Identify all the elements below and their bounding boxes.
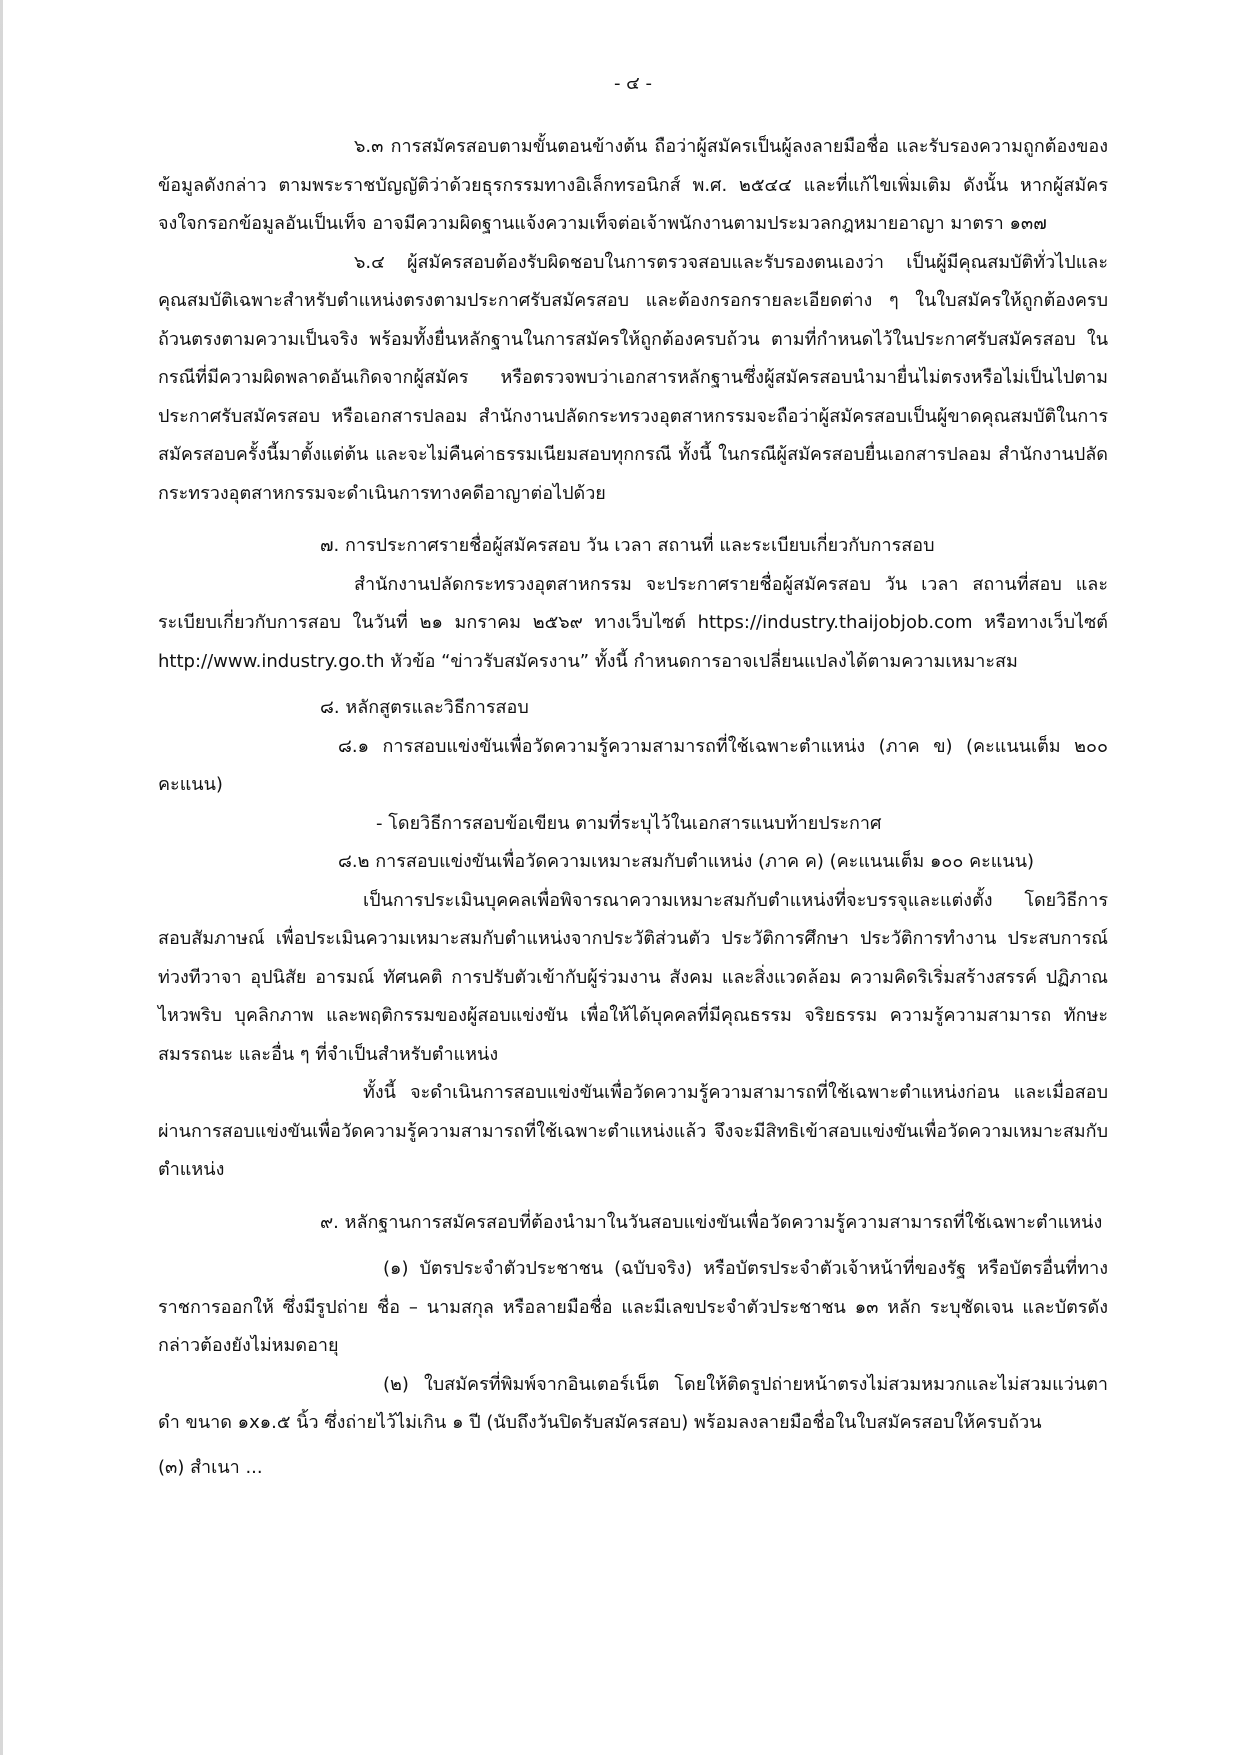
continuation-marker: (๓) สำเนา ... — [158, 1456, 263, 1478]
section-8-2: ๘.๒ การสอบแข่งขันเพื่อวัดความเหมาะสมกับตำแหน่ง (ภาค ค) (คะแนนเต็ม ๑๐๐ คะแนน) — [338, 851, 1035, 872]
section-9-item-1: (๑) บัตรประจำตัวประชาชน (ฉบับจริง) หรือบัตรประจำตัวเจ้าหน้าที่ของรัฐ หรือบัตรอื่นที่ทางราชการออกให้ ซึ่งมีรูปถ่าย ชื่อ – นามสกุล หรือลายมือชื่อ และมีเลขประจำตัวประชาชน ๑๓ หลัก ระบุชัดเจน และบัตรดังกล่าวต้องยังไม่หมดอายุ — [158, 1258, 1108, 1356]
section-7-body: สำนักงานปลัดกระทรวงอุตสาหกรรม จะประกาศรายชื่อผู้สมัครสอบ วัน เวลา สถานที่สอบ และระเบียบเกี่ยวกับการสอบ ในวันที่ ๒๑ มกราคม ๒๕๖๙ ทางเว็บไซต์ https://industry.thaijobjob.com หรือทางเว็บไซต์ http://www.industry.go.th หัวข้อ “ข่าวรับสมัครงาน” ทั้งนี้ กำหนดการอาจเปลี่ยนแปลงได้ตามความเหมาะสม — [158, 573, 1108, 672]
heading-8: ๘. หลักสูตรและวิธีการสอบ — [320, 697, 529, 718]
heading-9: ๙. หลักฐานการสมัครสอบที่ต้องนำมาในวันสอบแข่งขันเพื่อวัดความรู้ความสามารถที่ใช้เฉพาะตำแหน่ง — [320, 1211, 1103, 1233]
section-6-4: ๖.๔ ผู้สมัครสอบต้องรับผิดชอบในการตรวจสอบและรับรองตนเองว่า เป็นผู้มีคุณสมบัติทั่วไปและคุณสมบัติเฉพาะสำหรับตำแหน่งตรงตามประกาศรับสมัครสอบ และต้องกรอกรายละเอียดต่าง ๆ ในใบสมัครให้ถูกต้องครบถ้วนตรงตามความเป็นจริง พร้อมทั้งยื่นหลักฐานในการสมัครให้ถูกต้องครบถ้วน ตามที่กำหนดไว้ในประกาศรับสมัครสอบ ในกรณีที่มีความผิดพลาดอันเกิดจากผู้สมัคร หรือตรวจพบว่าเอกสารหลักฐานซึ่งผู้สมัครสอบนำมายื่นไม่ตรงหรือไม่เป็นไปตามประกาศรับสมัครสอบ หรือเอกสารปลอม สำนักงานปลัดกระทรวงอุตสาหกรรมจะถือว่าผู้สมัครสอบเป็นผู้ขาดคุณสมบัติในการสมัครสอบครั้งนี้มาตั้งแต่ต้น และจะไม่คืนค่าธรรมเนียมสอบทุกกรณี ทั้งนี้ ในกรณีผู้สมัครสอบยื่นเอกสารปลอม สำนักงานปลัดกระทรวงอุตสาหกรรมจะดำเนินการทางคดีอาญาต่อไปด้วย — [158, 251, 1108, 504]
section-8-2-description: เป็นการประเมินบุคคลเพื่อพิจารณาความเหมาะสมกับตำแหน่งที่จะบรรจุและแต่งตั้ง โดยวิธีการสอบสัมภาษณ์ เพื่อประเมินความเหมาะสมกับตำแหน่งจากประวัติส่วนตัว ประวัติการศึกษา ประวัติการทำงาน ประสบการณ์ ท่วงทีวาจา อุปนิสัย อารมณ์ ทัศนคติ การปรับตัวเข้ากับผู้ร่วมงาน สังคม และสิ่งแวดล้อม ความคิดริเริ่มสร้างสรรค์ ปฏิภาณไหวพริบ บุคลิกภาพ และพฤติกรรมของผู้สอบแข่งขัน เพื่อให้ได้บุคคลที่มีคุณธรรม จริยธรรม ความรู้ความสามารถ ทักษะ สมรรถนะ และอื่น ๆ ที่จำเป็นสำหรับตำแหน่ง — [158, 889, 1108, 1065]
section-8-1-method: - โดยวิธีการสอบข้อเขียน ตามที่ระบุไว้ในเอกสารแนบท้ายประกาศ — [376, 812, 882, 834]
heading-7: ๗. การประกาศรายชื่อผู้สมัครสอบ วัน เวลา สถานที่ และระเบียบเกี่ยวกับการสอบ — [320, 535, 935, 556]
document-page — [158, 72, 1108, 1487]
section-8-1: ๘.๑ การสอบแข่งขันเพื่อวัดความรู้ความสามารถที่ใช้เฉพาะตำแหน่ง (ภาค ข) (คะแนนเต็ม ๒๐๐ คะแนน) — [158, 735, 1108, 795]
section-8-2-note: ทั้งนี้ จะดำเนินการสอบแข่งขันเพื่อวัดความรู้ความสามารถที่ใช้เฉพาะตำแหน่งก่อน และเมื่อสอบผ่านการสอบแข่งขันเพื่อวัดความรู้ความสามารถที่ใช้เฉพาะตำแหน่งแล้ว จึงจะมีสิทธิเข้าสอบแข่งขันเพื่อวัดความเหมาะสมกับตำแหน่ง — [158, 1082, 1108, 1180]
page-number: - ๔ - — [613, 73, 653, 94]
section-9-item-2: (๒) ใบสมัครที่พิมพ์จากอินเตอร์เน็ต โดยให้ติดรูปถ่ายหน้าตรงไม่สวมหมวกและไม่สวมแว่นตาดำ ขนาด ๑x๑.๕ นิ้ว ซึ่งถ่ายไว้ไม่เกิน ๑ ปี (นับถึงวันปิดรับสมัครสอบ) พร้อมลงลายมือชื่อในใบสมัครสอบให้ครบถ้วน — [158, 1373, 1108, 1433]
section-6-3: ๖.๓ การสมัครสอบตามขั้นตอนข้างต้น ถือว่าผู้สมัครเป็นผู้ลงลายมือชื่อ และรับรองความถูกต้องของข้อมูลดังกล่าว ตามพระราชบัญญัติว่าด้วยธุรกรรมทางอิเล็กทรอนิกส์ พ.ศ. ๒๕๔๔ และที่แก้ไขเพิ่มเติม ดังนั้น หากผู้สมัครจงใจกรอกข้อมูลอันเป็นเท็จ อาจมีความผิดฐานแจ้งความเท็จต่อเจ้าพนักงานตามประมวลกฎหมายอาญา มาตรา ๑๓๗ — [158, 136, 1108, 234]
scan-edge-shadow — [0, 0, 3, 1755]
